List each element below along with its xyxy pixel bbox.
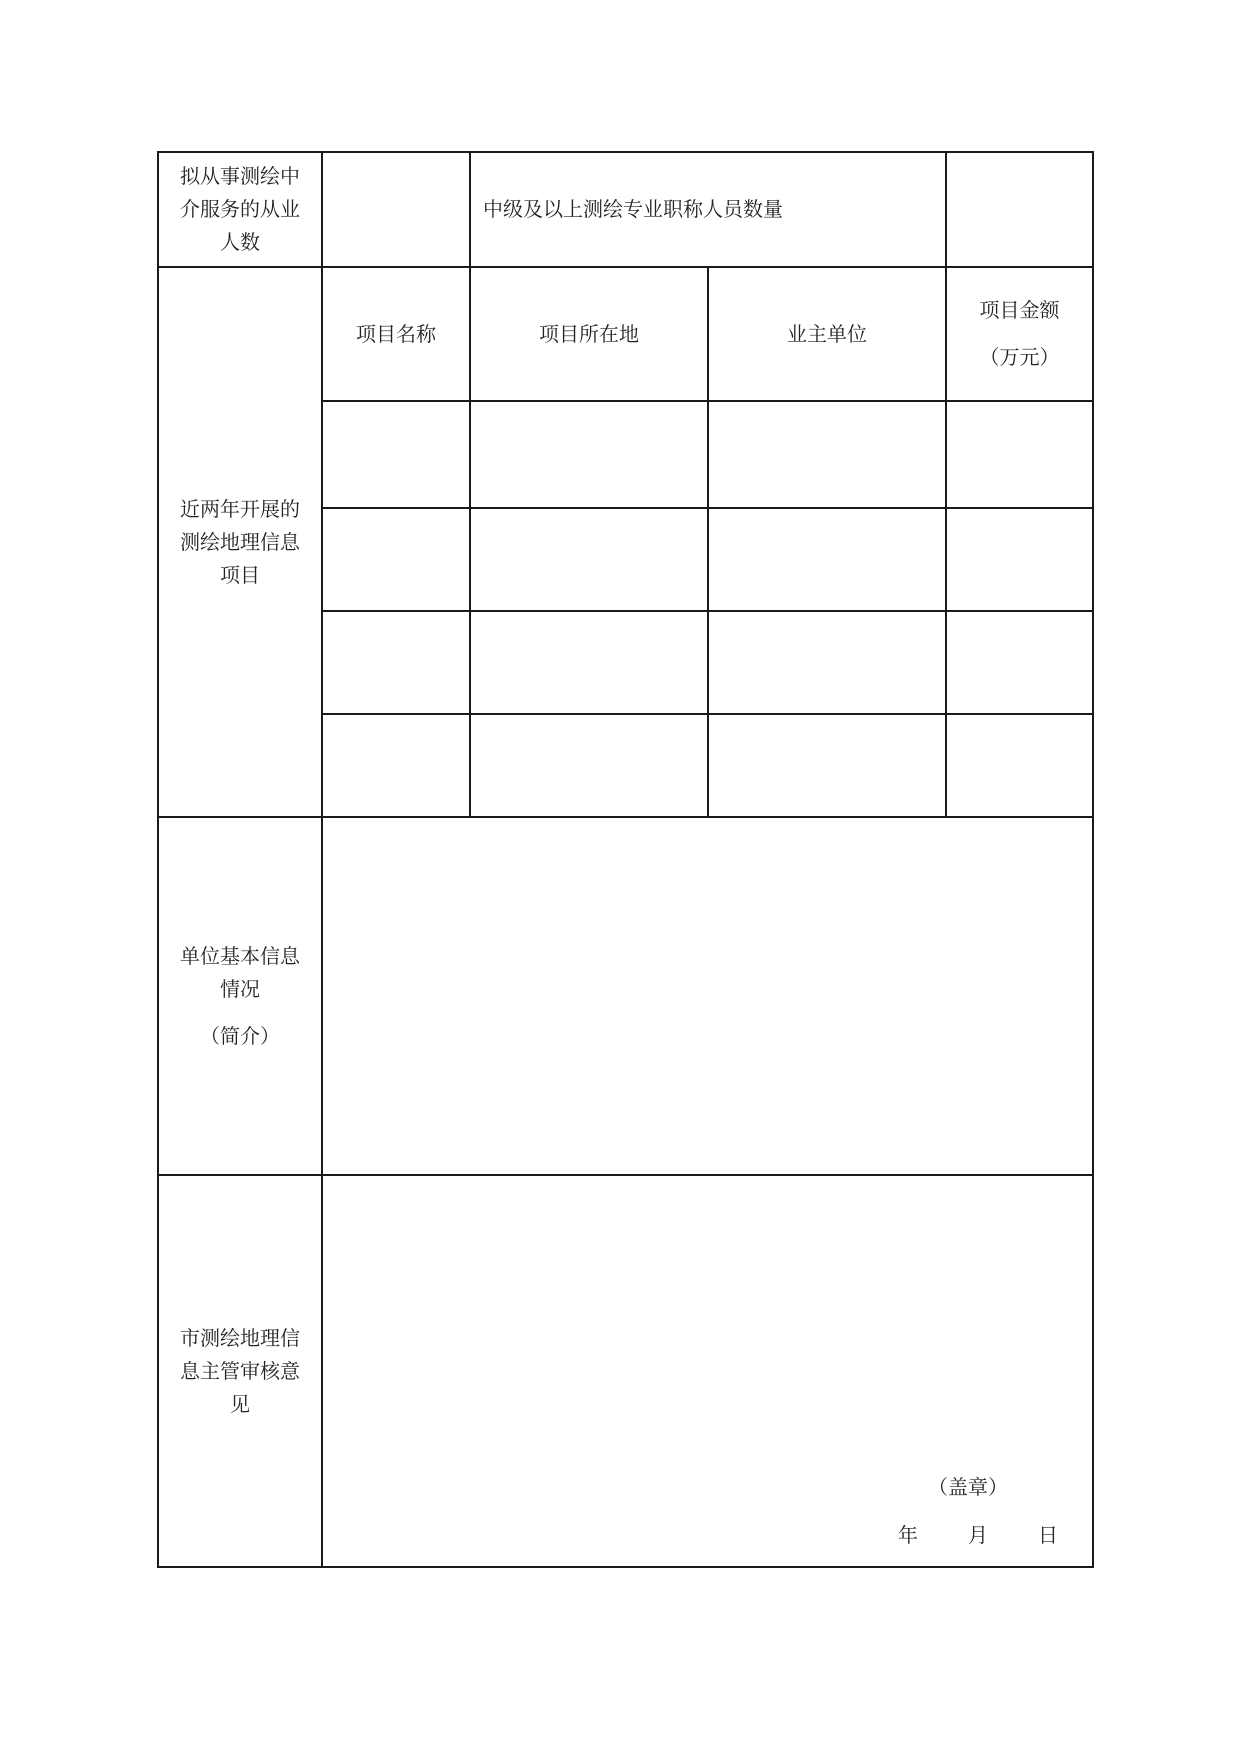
date-month-label: 月	[968, 1523, 988, 1547]
staff-row	[158, 152, 1093, 267]
project-name-input[interactable]	[322, 508, 470, 611]
project-amount-input[interactable]	[946, 611, 1093, 714]
staff-count-input[interactable]	[322, 152, 470, 267]
project-location-input[interactable]	[470, 714, 708, 817]
senior-staff-count-input[interactable]	[946, 152, 1093, 267]
stamp-label: （盖章）	[928, 1475, 1008, 1499]
project-owner-input[interactable]	[708, 714, 946, 817]
project-amount-input[interactable]	[946, 714, 1093, 817]
header-owner-unit: 业主单位	[708, 267, 946, 401]
form-sheet	[157, 151, 1092, 1566]
project-location-input[interactable]	[470, 611, 708, 714]
project-location-input[interactable]	[470, 508, 708, 611]
header-project-amount: 项目金额 （万元）	[946, 267, 1093, 401]
application-form-table	[157, 151, 1094, 1568]
project-owner-input[interactable]	[708, 401, 946, 508]
date-day-label: 日	[1038, 1523, 1058, 1547]
project-name-input[interactable]	[322, 401, 470, 508]
date-line	[898, 1519, 1058, 1552]
project-amount-input[interactable]	[946, 508, 1093, 611]
date-year-label: 年	[898, 1523, 918, 1547]
project-owner-input[interactable]	[708, 508, 946, 611]
project-name-input[interactable]	[322, 714, 470, 817]
senior-staff-label: 中级及以上测绘专业职称人员数量	[470, 152, 946, 267]
staff-count-label: 拟从事测绘中 介服务的从业 人数	[158, 152, 322, 267]
basic-info-input[interactable]	[322, 817, 1093, 1175]
basic-info-row	[158, 817, 1093, 1175]
basic-info-label: 单位基本信息 情况 （简介）	[158, 817, 322, 1175]
project-owner-input[interactable]	[708, 611, 946, 714]
header-project-location: 项目所在地	[470, 267, 708, 401]
project-name-input[interactable]	[322, 611, 470, 714]
review-row	[158, 1175, 1093, 1567]
project-amount-input[interactable]	[946, 401, 1093, 508]
header-project-name: 项目名称	[322, 267, 470, 401]
projects-header-row	[158, 267, 1093, 401]
project-location-input[interactable]	[470, 401, 708, 508]
review-label: 市测绘地理信 息主管审核意 见	[158, 1175, 322, 1567]
review-opinion-input[interactable]	[322, 1175, 1093, 1567]
projects-label: 近两年开展的 测绘地理信息 项目	[158, 267, 322, 817]
